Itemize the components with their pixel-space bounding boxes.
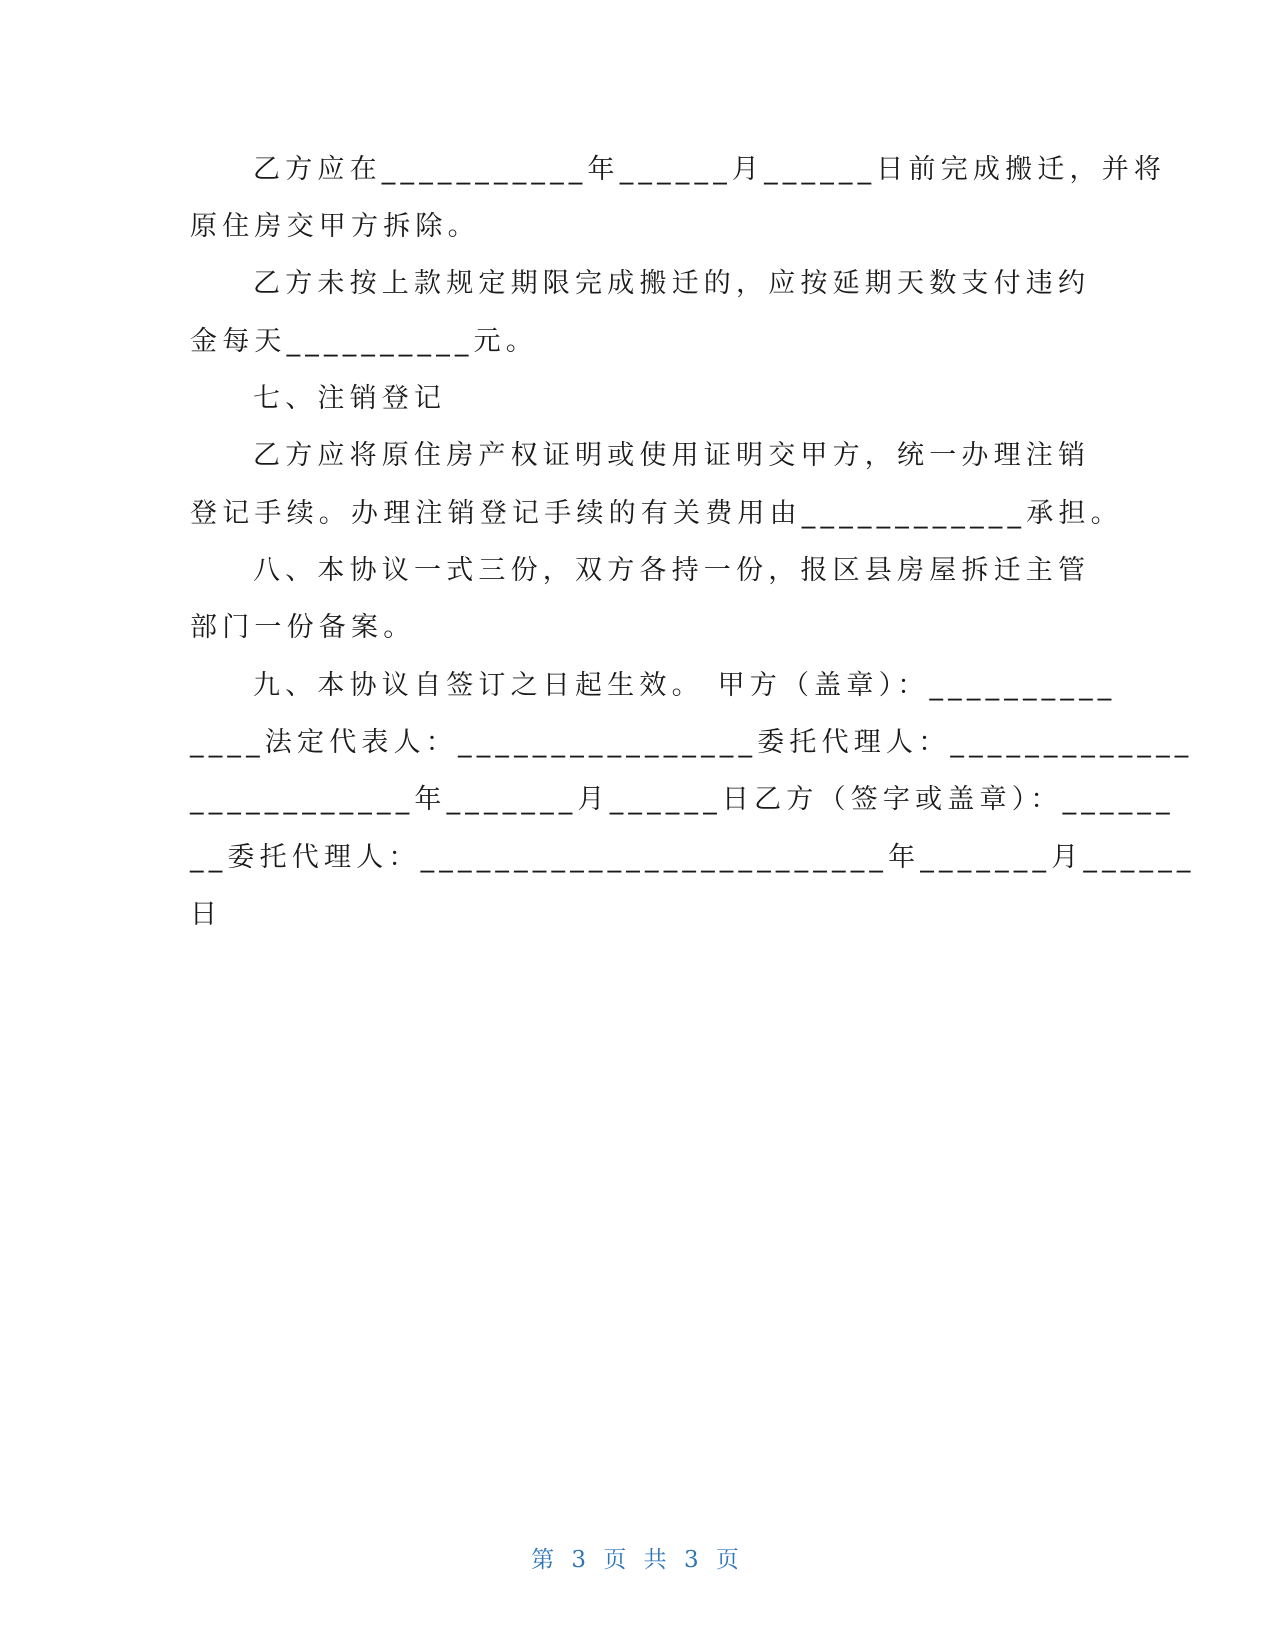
text-line-2: 原住房交甲方拆除。 [190,211,480,242]
text-line-9: 部门一份备案。 [190,612,416,643]
text-line-7: 登记手续。办理注销登记手续的有关费用由____________承担。 [190,498,1123,529]
text-line-6: 乙方应将原住房产权证明或使用证明交甲方，统一办理注销 [253,440,1091,471]
signature-line-3: __委托代理人：_________________________年_______月______ [190,842,1196,873]
text-line-8: 八、本协议一式三份，双方各持一份，报区县房屋拆迁主管 [253,555,1091,586]
text-line-10: 九、本协议自签订之日起生效。 甲方（盖章）：__________ [253,670,1117,701]
page-number-footer: 第 3 页 共 3 页 [531,1547,744,1573]
signature-line-2: ____________年_______月______日乙方（签字或盖章）：______ [190,784,1175,815]
text-line-3: 乙方未按上款规定期限完成搬迁的，应按延期天数支付违约 [253,268,1091,299]
text-line-4: 金每天__________元。 [190,326,538,357]
signature-line-4: 日 [190,899,223,930]
section-heading-7: 七、注销登记 [253,383,447,414]
signature-line-1: ____法定代表人：________________委托代理人：_____________ [190,727,1194,758]
text-line-1: 乙方应在___________年______月______日前完成搬迁，并将 [253,154,1167,185]
